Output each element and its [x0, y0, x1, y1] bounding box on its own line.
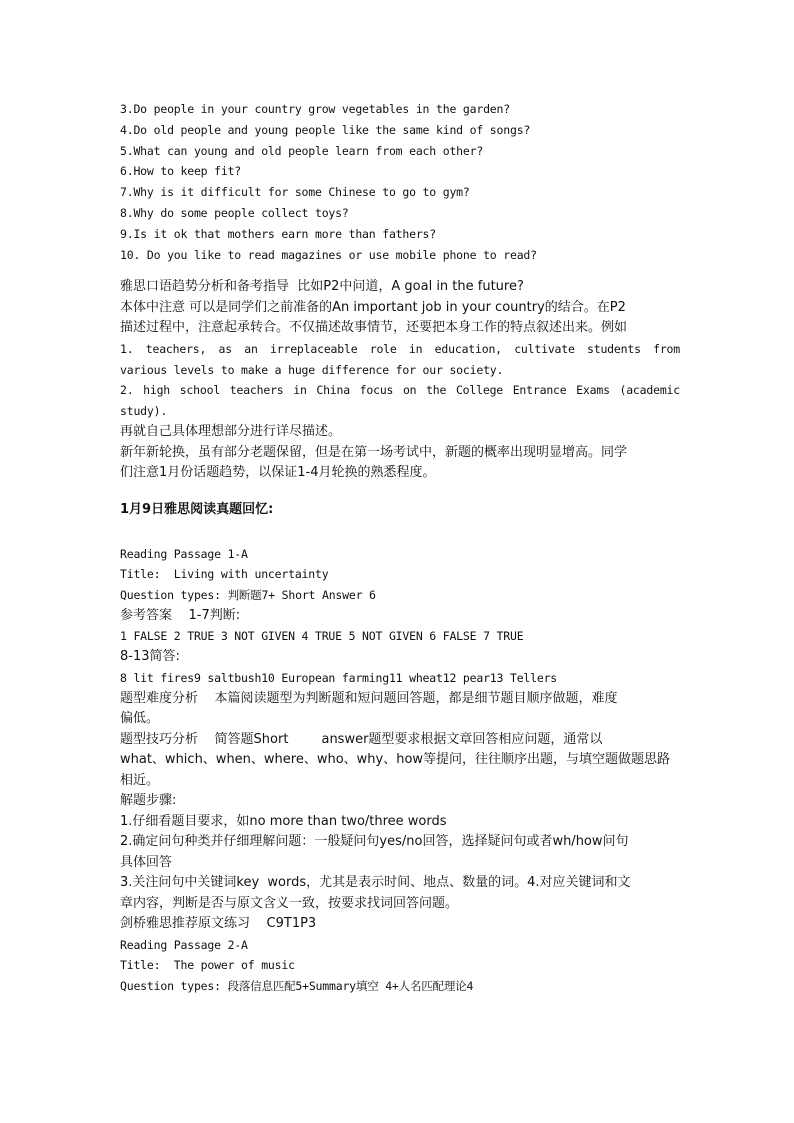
question-list: [120, 99, 680, 265]
analysis-line: 们注意1月份话题趋势，以保证1-4月轮换的熟悉程度。: [120, 465, 436, 481]
question-item: 5.What can young and old people learn from each other?: [120, 143, 484, 158]
passage-title: Reading Passage 2-A: [120, 937, 248, 952]
question-item: 6.How to keep fit?: [120, 164, 242, 179]
question-item: 4.Do old people and young people like the same kind of songs?: [120, 122, 531, 137]
question-item: 10. Do you like to read magazines or use mobile phone to read?: [120, 247, 537, 262]
question-item: 8.Why do some people collect toys?: [120, 205, 349, 220]
document-page: [120, 99, 680, 997]
analysis-line: 本体中注意 可以是同学们之前准备的An important job in your country的结合。在P2: [120, 299, 626, 315]
step-item: 3.关注问句中关键词key words，尤其是表示时间、地点、数量的词。4.对应关键词和文: [120, 875, 631, 891]
example-point: study).: [120, 404, 168, 419]
section-heading: 1月9日雅思阅读真题回忆:: [120, 501, 274, 517]
question-types: Question types: 段落信息匹配5+Summary填空 4+人名匹配理论4: [120, 979, 474, 994]
tips-analysis: 题型技巧分析 简答题Short answer题型要求根据文章回答相应问题，通常以: [120, 731, 603, 747]
question-types: Question types: 判断题7+ Short Answer 6: [120, 588, 376, 603]
analysis-line: 再就自己具体理想部分进行详尽描述。: [120, 424, 342, 440]
difficulty-analysis: 题型难度分析 本篇阅读题型为判断题和短问题回答题，都是细节题目顺序做题，难度: [120, 690, 618, 706]
analysis-line: 雅思口语趋势分析和备考指导 比如P2中问道，A goal in the future?: [120, 279, 524, 295]
step-item: 具体回答: [120, 854, 173, 870]
difficulty-analysis: 偏低。: [120, 711, 160, 727]
passage-name: Title: Living with uncertainty: [120, 567, 329, 582]
example-point: 1. teachers, as an irreplaceable role in education, cultivate students from: [120, 341, 680, 356]
practice-recommendation: 剑桥雅思推荐原文练习 C9T1P3: [120, 916, 317, 932]
passage-name: Title: The power of music: [120, 958, 295, 973]
short-answer-label: 8-13简答:: [120, 649, 180, 665]
answers-8-13: 8 lit fires9 saltbush10 European farming11 wheat12 pear13 Tellers: [120, 670, 558, 685]
step-item: 1.仔细看题目要求，如no more than two/three words: [120, 813, 447, 829]
step-item: 章内容，判断是否与原文含义一致，按要求找词回答问题。: [120, 895, 459, 911]
question-item: 3.Do people in your country grow vegetables in the garden?: [120, 102, 510, 116]
answers-1-7: 1 FALSE 2 TRUE 3 NOT GIVEN 4 TRUE 5 NOT GIVEN 6 FALSE 7 TRUE: [120, 629, 524, 644]
question-item: 9.Is it ok that mothers earn more than fathers?: [120, 226, 437, 241]
analysis-line: 描述过程中，注意起承转合。不仅描述故事情节，还要把本身工作的特点叙述出来。例如: [120, 320, 628, 336]
passage-title: Reading Passage 1-A: [120, 546, 248, 561]
example-point: various levels to make a huge difference for our society.: [120, 362, 504, 377]
steps-label: 解题步骤:: [120, 793, 177, 809]
tips-analysis: what、which、when、where、who、why、how等提问，往往顺序出题，与填空题做题思路: [120, 752, 671, 768]
speaking-analysis: [120, 277, 680, 483]
reading-section: [120, 544, 680, 997]
step-item: 2.确定问句种类并仔细理解问题：一般疑问句yes/no回答，选择疑问句或者wh/how问句: [120, 834, 629, 850]
analysis-line: 新年新轮换，虽有部分老题保留，但是在第一场考试中，新题的概率出现明显增高。同学: [120, 444, 628, 460]
reference-answer-label: 参考答案 1-7判断:: [120, 607, 241, 623]
question-item: 7.Why is it difficult for some Chinese to go to gym?: [120, 185, 470, 200]
tips-analysis: 相近。: [120, 772, 160, 788]
example-point: 2. high school teachers in China focus on the College Entrance Exams (academic: [120, 383, 680, 398]
